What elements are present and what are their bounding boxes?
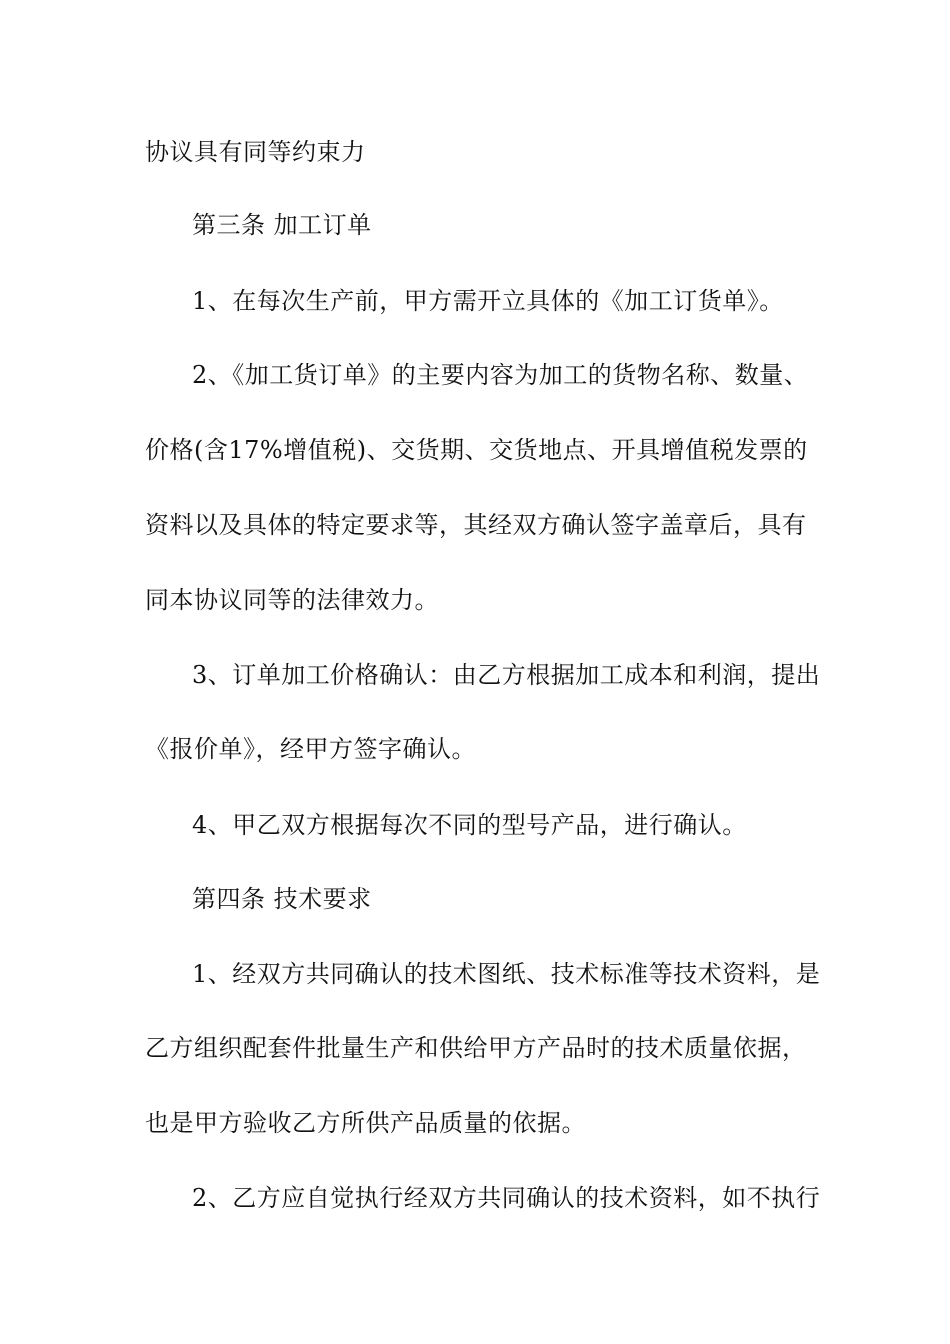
paragraph-line: 同本协议同等的法律效力。 — [145, 586, 439, 614]
paragraph-line: 2、《加工货订单》的主要内容为加工的货物名称、数量、 — [192, 361, 809, 389]
paragraph-line: 《报价单》，经甲方签字确认。 — [145, 735, 476, 763]
paragraph-line: 乙方组织配套件批量生产和供给甲方产品时的技术质量依据， — [145, 1034, 807, 1062]
paragraph-line: 也是甲方验收乙方所供产品质量的依据。 — [145, 1109, 586, 1137]
paragraph-line: 价格(含17%增值税)、交货期、交货地点、开具增值税发票的 — [145, 436, 808, 464]
paragraph-line: 协议具有同等约束力 — [145, 138, 366, 166]
paragraph-line: 4、甲乙双方根据每次不同的型号产品，进行确认。 — [192, 811, 747, 839]
section-heading-article-4: 第四条 技术要求 — [192, 885, 372, 913]
paragraph-line: 资料以及具体的特定要求等，其经双方确认签字盖章后，具有 — [145, 511, 807, 539]
section-heading-article-3: 第三条 加工订单 — [192, 211, 372, 239]
paragraph-line: 3、订单加工价格确认：由乙方根据加工成本和利润，提出 — [192, 661, 821, 689]
paragraph-line: 1、在每次生产前，甲方需开立具体的《加工订货单》。 — [192, 287, 784, 315]
paragraph-line: 1、经双方共同确认的技术图纸、技术标准等技术资料，是 — [192, 960, 821, 988]
paragraph-line: 2、乙方应自觉执行经双方共同确认的技术资料，如不执行 — [192, 1184, 821, 1212]
